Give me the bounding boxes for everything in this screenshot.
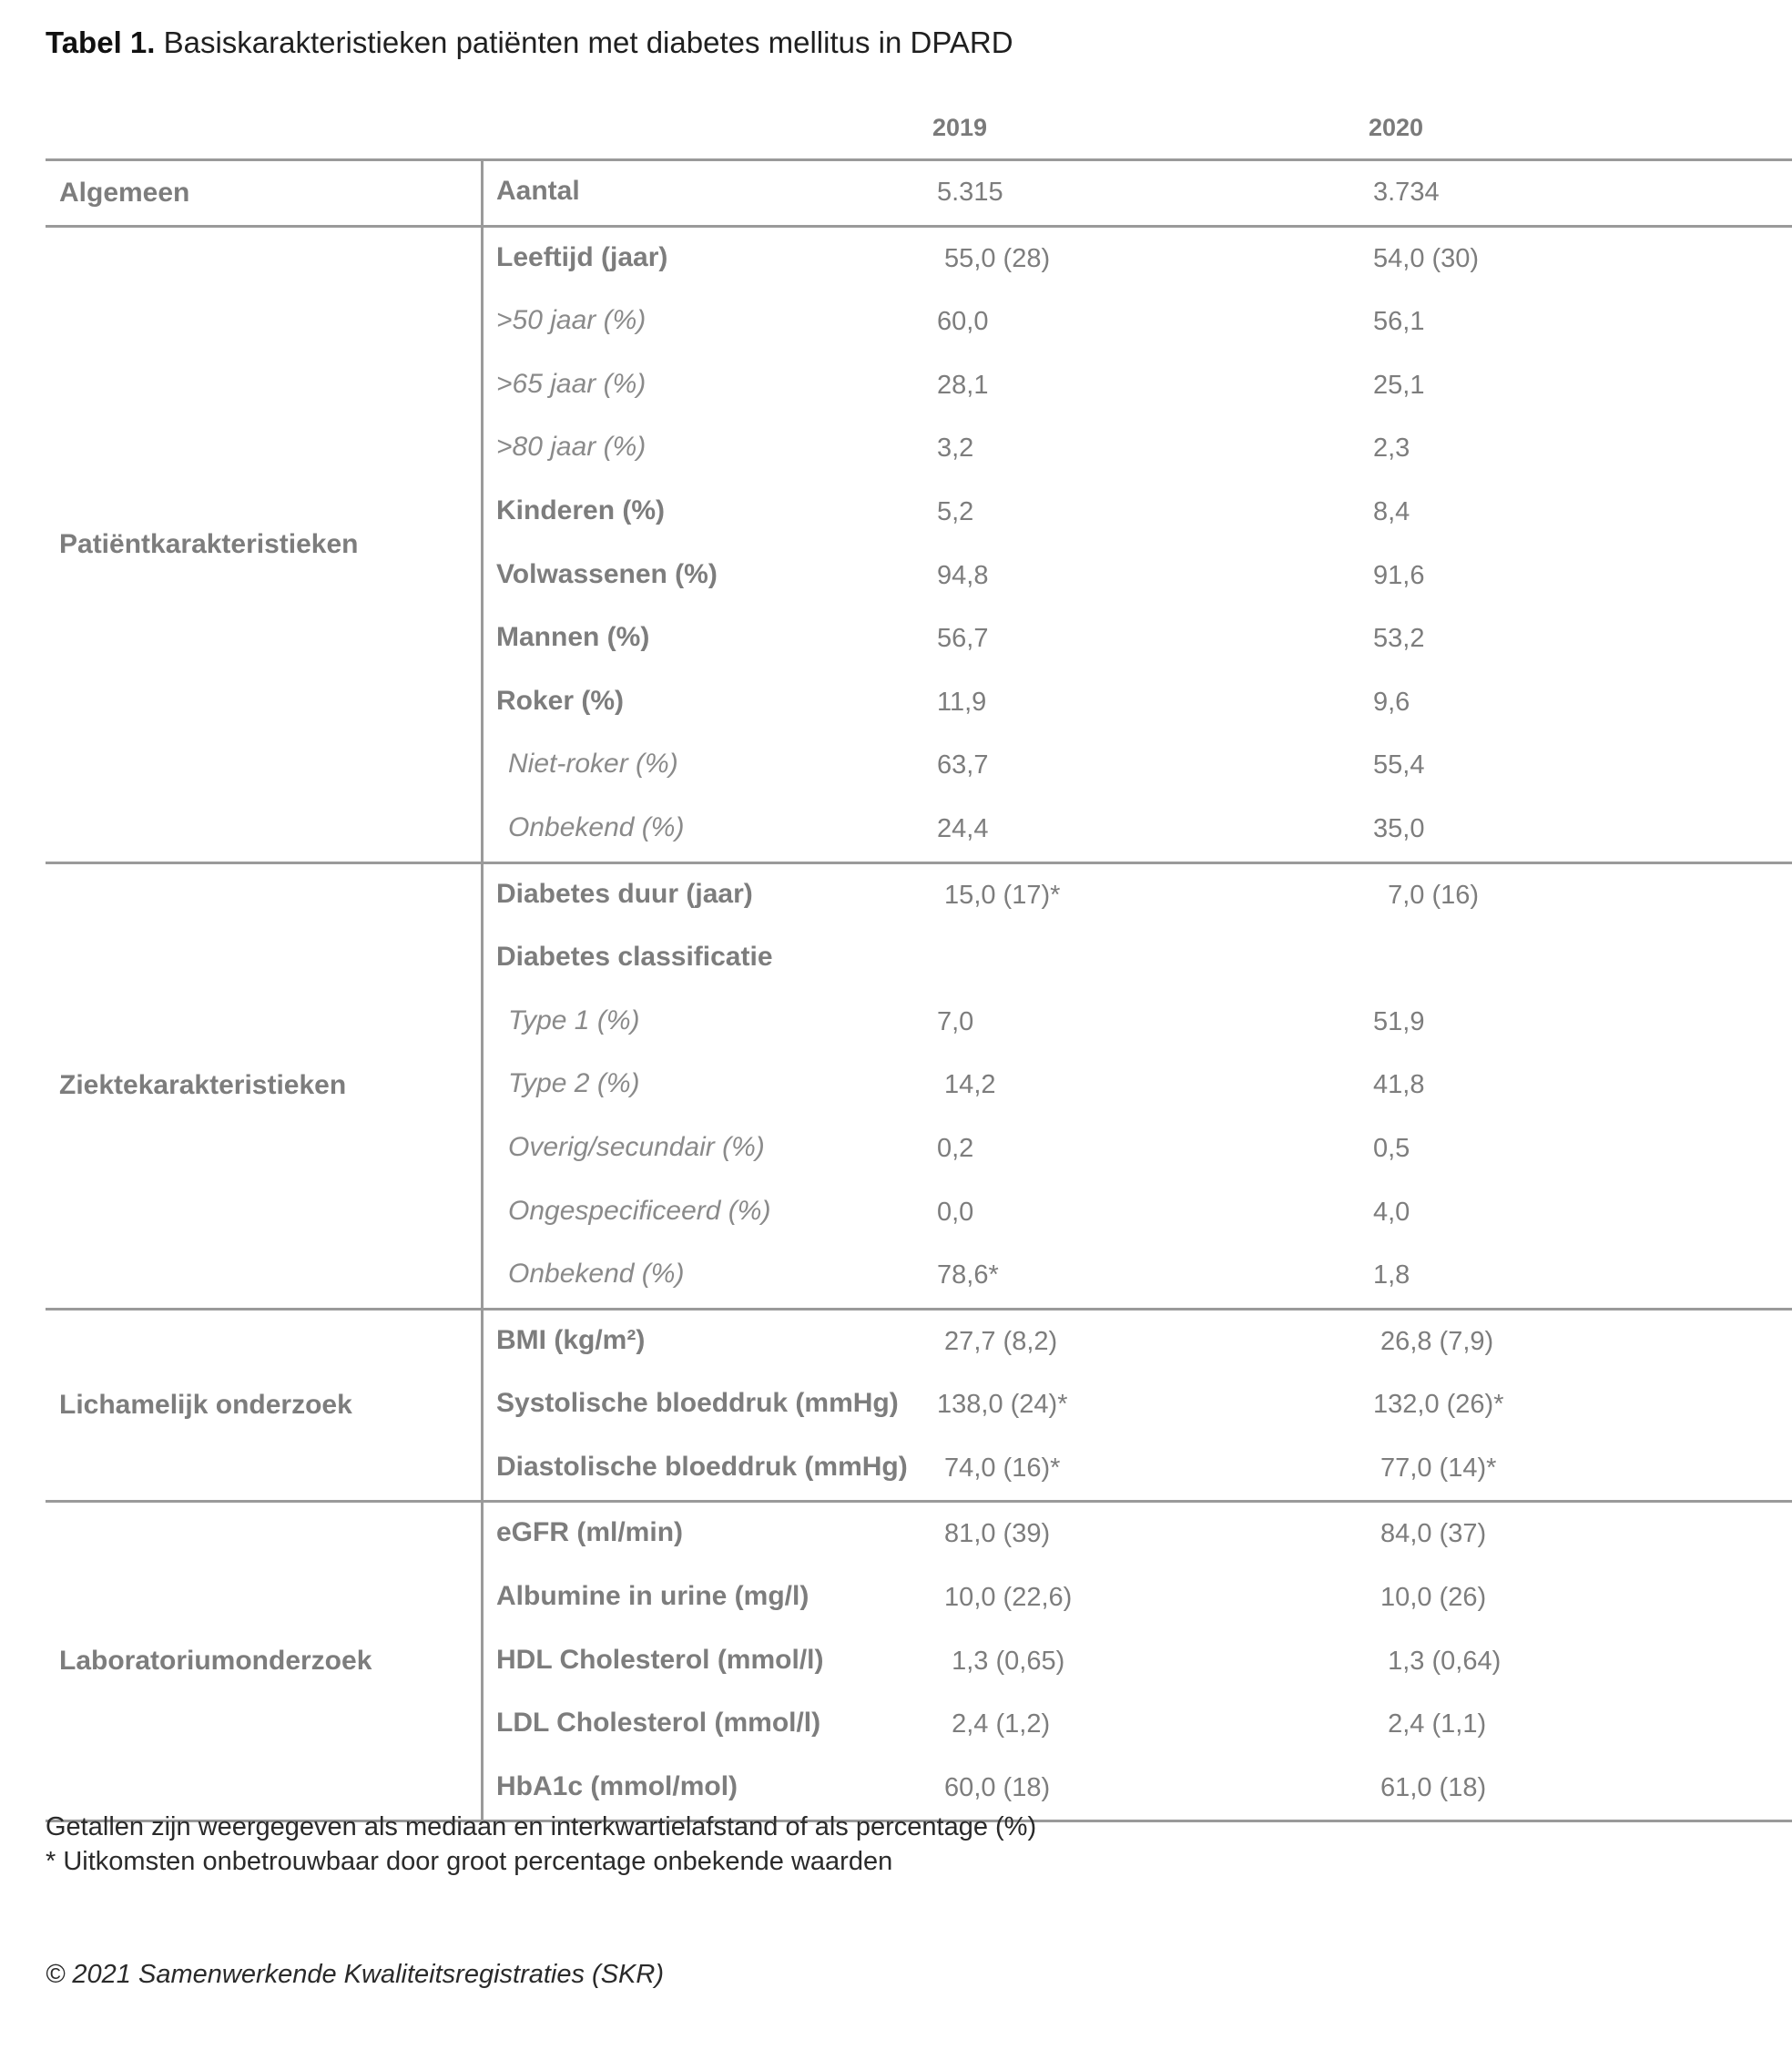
table-row xyxy=(46,1503,1792,1566)
table-row xyxy=(46,545,1792,608)
table-section xyxy=(46,228,1792,864)
table-row xyxy=(46,1311,1792,1374)
value-2020: 8,4 xyxy=(1373,496,1410,526)
value-2019: 55,0 (28) xyxy=(937,243,1051,273)
value-2019: 81,0 (39) xyxy=(937,1519,1051,1549)
value-2019: 2,4 (1,2) xyxy=(937,1709,1051,1739)
table-row xyxy=(46,864,1792,928)
table-section xyxy=(46,161,1792,228)
table-section xyxy=(46,1503,1792,1822)
value-2019: 56,7 xyxy=(937,624,989,654)
value-2019: 5,2 xyxy=(937,496,974,526)
value-2019: 7,0 xyxy=(937,1006,974,1036)
value-2019: 14,2 xyxy=(937,1070,996,1100)
value-2020: 132,0 (26)* xyxy=(1373,1390,1504,1420)
row-label: Mannen (%) xyxy=(496,622,650,653)
value-2020: 84,0 (37) xyxy=(1373,1519,1487,1549)
table-row xyxy=(46,927,1792,991)
note-median: Getallen zijn weergegeven als mediaan en interkwartielafstand of als percentage (%) xyxy=(46,1812,1037,1841)
value-2020: 35,0 xyxy=(1373,813,1425,843)
value-2019: 1,3 (0,65) xyxy=(937,1646,1065,1676)
value-2020: 3.734 xyxy=(1373,178,1440,207)
table-row xyxy=(46,161,1792,225)
table-row xyxy=(46,354,1792,418)
row-label: Albumine in urine (mg/l) xyxy=(496,1581,809,1612)
table-row xyxy=(46,1566,1792,1630)
value-2019: 94,8 xyxy=(937,560,989,590)
copyright: © 2021 Samenwerkende Kwaliteitsregistraties (SKR) xyxy=(46,1960,664,1989)
row-label: Leeftijd (jaar) xyxy=(496,241,668,272)
table-row xyxy=(46,991,1792,1055)
row-label: Diabetes classificatie xyxy=(496,942,773,973)
row-label: Diastolische bloeddruk (mmHg) xyxy=(496,1451,908,1482)
table-row xyxy=(46,291,1792,354)
table-row xyxy=(46,798,1792,862)
value-2020: 1,8 xyxy=(1373,1260,1410,1290)
row-label: Roker (%) xyxy=(496,685,625,716)
caption-label: Tabel 1. xyxy=(46,25,156,59)
value-2019: 63,7 xyxy=(937,750,989,780)
row-label: Volwassenen (%) xyxy=(496,558,718,589)
value-2020: 25,1 xyxy=(1373,370,1425,400)
table-row xyxy=(46,1373,1792,1437)
value-2020: 10,0 (26) xyxy=(1373,1583,1487,1613)
group-label: Ziektekarakteristieken xyxy=(59,1070,347,1101)
value-2020: 0,5 xyxy=(1373,1133,1410,1163)
row-label: >65 jaar (%) xyxy=(496,368,647,399)
value-2020: 9,6 xyxy=(1373,687,1410,717)
table-notes xyxy=(46,1810,1036,1879)
value-2019: 60,0 xyxy=(937,307,989,337)
value-2019: 78,6* xyxy=(937,1260,999,1290)
table-row xyxy=(46,1630,1792,1694)
value-2019: 11,9 xyxy=(937,687,987,717)
row-label: HDL Cholesterol (mmol/l) xyxy=(496,1644,824,1675)
row-label: eGFR (ml/min) xyxy=(496,1517,684,1548)
header-year-2019: 2019 xyxy=(932,114,988,141)
row-label: Onbekend (%) xyxy=(508,1259,685,1290)
value-2020: 56,1 xyxy=(1373,307,1425,337)
value-2019: 74,0 (16)* xyxy=(937,1453,1061,1483)
table-caption xyxy=(46,25,1013,60)
value-2020: 54,0 (30) xyxy=(1373,243,1480,273)
note-unreliable: * Uitkomsten onbetrouwbaar door groot percentage onbekende waarden xyxy=(46,1847,893,1876)
table-row xyxy=(46,607,1792,671)
value-2020: 2,3 xyxy=(1373,433,1410,464)
group-label: Patiëntkarakteristieken xyxy=(59,528,359,559)
table-row xyxy=(46,734,1792,798)
group-label: Algemeen xyxy=(59,177,190,208)
row-label: Diabetes duur (jaar) xyxy=(496,878,753,909)
value-2019: 5.315 xyxy=(937,178,1003,207)
table-row xyxy=(46,671,1792,735)
group-label: Lichamelijk onderzoek xyxy=(59,1390,352,1421)
value-2019: 28,1 xyxy=(937,370,989,400)
header-year-2020: 2020 xyxy=(1369,114,1424,141)
row-label: Type 1 (%) xyxy=(508,1005,640,1035)
caption-text: Basiskarakteristieken patiënten met diabetes mellitus in DPARD xyxy=(163,25,1013,59)
value-2019: 3,2 xyxy=(937,433,974,464)
row-label: Niet-roker (%) xyxy=(508,749,678,780)
row-label: LDL Cholesterol (mmol/l) xyxy=(496,1708,821,1739)
row-label: BMI (kg/m²) xyxy=(496,1324,646,1355)
table-row xyxy=(46,1181,1792,1245)
table-row xyxy=(46,1693,1792,1757)
table-row xyxy=(46,1054,1792,1117)
value-2020: 4,0 xyxy=(1373,1197,1410,1227)
value-2020: 1,3 (0,64) xyxy=(1373,1646,1502,1676)
row-label: Systolische bloeddruk (mmHg) xyxy=(496,1388,899,1419)
value-2020: 51,9 xyxy=(1373,1006,1425,1036)
table-row xyxy=(46,481,1792,545)
row-label: Kinderen (%) xyxy=(496,495,666,525)
value-2019: 138,0 (24)* xyxy=(937,1390,1068,1420)
value-2019: 24,4 xyxy=(937,813,989,843)
value-2020: 61,0 (18) xyxy=(1373,1772,1487,1802)
value-2020: 55,4 xyxy=(1373,750,1425,780)
value-2020: 7,0 (16) xyxy=(1373,880,1480,910)
row-label: Overig/secundair (%) xyxy=(508,1131,765,1162)
table-section xyxy=(46,864,1792,1311)
row-label: HbA1c (mmol/mol) xyxy=(496,1770,738,1801)
table-section xyxy=(46,1311,1792,1504)
table-header xyxy=(46,105,1792,159)
characteristics-table xyxy=(46,158,1792,1822)
table-row xyxy=(46,228,1792,291)
value-2019: 60,0 (18) xyxy=(937,1772,1051,1802)
value-2020: 2,4 (1,1) xyxy=(1373,1709,1487,1739)
row-label: Aantal xyxy=(496,176,580,206)
table-row xyxy=(46,1244,1792,1308)
value-2020: 91,6 xyxy=(1373,560,1425,590)
value-2019: 0,0 xyxy=(937,1197,974,1227)
value-2020: 53,2 xyxy=(1373,624,1425,654)
value-2019: 15,0 (17)* xyxy=(937,880,1061,910)
table-row xyxy=(46,417,1792,481)
row-label: Type 2 (%) xyxy=(508,1068,640,1099)
value-2019: 0,2 xyxy=(937,1133,974,1163)
value-2020: 26,8 (7,9) xyxy=(1373,1326,1494,1356)
table-row xyxy=(46,1117,1792,1181)
row-label: >50 jaar (%) xyxy=(496,305,647,336)
row-label: Onbekend (%) xyxy=(508,811,685,842)
value-2019: 10,0 (22,6) xyxy=(937,1583,1073,1613)
row-label: >80 jaar (%) xyxy=(496,432,647,463)
row-label: Ongespecificeerd (%) xyxy=(508,1195,771,1226)
value-2020: 77,0 (14)* xyxy=(1373,1453,1497,1483)
value-2020: 41,8 xyxy=(1373,1070,1425,1100)
value-2019: 27,7 (8,2) xyxy=(937,1326,1058,1356)
table-row xyxy=(46,1437,1792,1501)
group-label: Laboratoriumonderzoek xyxy=(59,1646,372,1677)
